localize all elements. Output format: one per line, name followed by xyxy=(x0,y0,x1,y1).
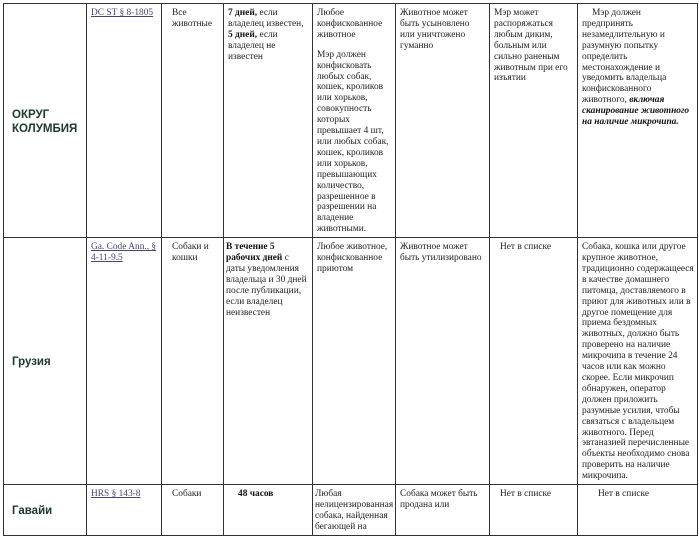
impound-text: Мэр должен конфисковать любых собак, кошек, кроликов или хорьков, совокупность которых превышает 4 шт, или любых собак, кошек, кроликов или хорьков, превышающих количество, разрешенное в разрешении на владение животными. xyxy=(317,49,389,235)
statute-cell xyxy=(87,485,162,536)
statute-link[interactable]: Ga. Code Ann., § 4-11-9.5 xyxy=(91,242,157,264)
euthanasia-cell: Нет в списке xyxy=(490,238,578,485)
statute-link[interactable]: DC ST § 8-1805 xyxy=(91,8,154,18)
animals-cell: Все животные xyxy=(162,4,224,238)
statute-cell xyxy=(87,4,162,238)
table-row xyxy=(4,485,698,536)
statute-link[interactable]: HRS § 143-8 xyxy=(91,489,141,500)
disposition-cell: Животное может быть усыновлено или уничтожено гуманно xyxy=(396,4,490,238)
state-name: Гавайи xyxy=(4,485,87,536)
animals-cell: Собаки и кошки xyxy=(162,238,224,485)
euthanasia-cell: Нет в списке xyxy=(490,485,578,536)
table-row xyxy=(4,238,698,485)
impound-cell: Любая нелицензированная собака, найденная бегающей на xyxy=(313,485,396,536)
notice-emphasis: включая сканирование животного на наличие микрочипа. xyxy=(582,95,690,128)
euthanasia-cell: Мэр может распоряжаться любым диким, больным или сильно раненым животным при его изъятии xyxy=(490,4,578,238)
state-name: ОКРУГ КОЛУМБИЯ xyxy=(4,4,87,238)
holding-period-cell xyxy=(224,238,313,485)
holding-bold: В течение 5 рабочих дней xyxy=(226,242,283,264)
holding-text: если владелец не известен xyxy=(228,29,278,62)
table-row xyxy=(4,4,698,238)
holding-text: с даты уведомления владельца и 30 дней после публикации, если владелец неизвестен xyxy=(226,253,307,318)
notice-cell xyxy=(578,4,698,238)
notice-cell: Собака, кошка или другое крупное животное, традиционно содержащееся в качестве домашнего питомца, доставляемого в приют для животных или в другое помещение для приема бездомных животных, должно быть проверено на наличие микрочипа в течение 24 часов или как можно скорее. Если микрочип обнаружен, оператор должен приложить разумные усилия, чтобы связаться с владельцем животного. Перед эвтаназией перечисленные объекты необходимо снова проверить на наличие микрочипа. xyxy=(578,238,698,485)
holding-text: если владелец известен, xyxy=(228,8,304,29)
law-table-container xyxy=(3,3,697,536)
statute-cell xyxy=(87,238,162,485)
notice-cell: Нет в списке xyxy=(578,485,698,536)
impound-text: Любое конфискованное животное xyxy=(317,8,383,40)
holding-period-cell xyxy=(224,4,313,238)
disposition-cell: Животное может быть утилизировано xyxy=(396,238,490,485)
disposition-cell: Собака может быть продана или xyxy=(396,485,490,536)
holding-bold: 48 часов xyxy=(238,489,274,500)
notice-text: Мэр должен предпринять незамедлительную и разумную попытку определить местонахождение и уведомить владельца конфискованного животного, xyxy=(582,8,667,106)
state-law-table xyxy=(3,3,698,536)
animals-cell: Собаки xyxy=(162,485,224,536)
holding-bold: 7 дней, xyxy=(228,8,258,18)
holding-period-cell xyxy=(224,485,313,536)
state-name: Грузия xyxy=(4,238,87,485)
impound-cell xyxy=(313,4,396,238)
holding-bold: 5 дней, xyxy=(228,29,258,40)
impound-cell: Любое животное, конфискованное приютом xyxy=(313,238,396,485)
